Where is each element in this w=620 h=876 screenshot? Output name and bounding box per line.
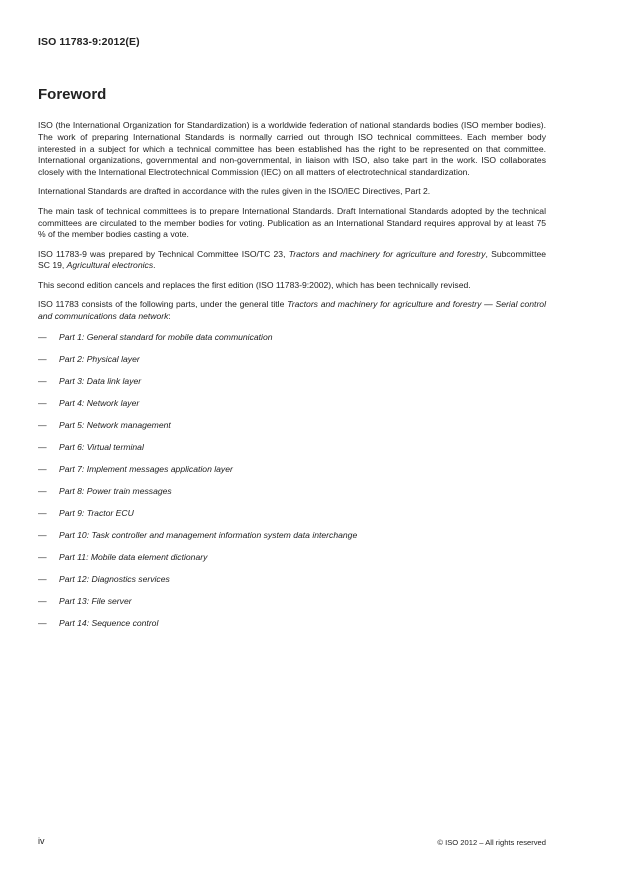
part-label: Part 2: Physical layer: [59, 353, 140, 364]
list-item: [38, 354, 546, 376]
parts-intro-text-2: :: [168, 310, 171, 321]
part-label: Part 7: Implement messages application layer: [59, 463, 233, 474]
part-label: Part 4: Network layer: [59, 397, 140, 408]
list-item: [38, 596, 546, 618]
list-item: [38, 574, 546, 596]
list-item: [38, 486, 546, 508]
list-dash: —: [38, 441, 47, 452]
copyright-notice: © ISO 2012 – All rights reserved: [437, 838, 546, 847]
list-dash: —: [38, 397, 47, 408]
part-label: Part 3: Data link layer: [59, 375, 142, 386]
part-label: Part 9: Tractor ECU: [59, 507, 134, 518]
part-label: Part 5: Network management: [59, 419, 171, 430]
page-number: iv: [38, 836, 45, 846]
list-dash: —: [38, 573, 47, 584]
prepared-by-text-1: ISO 11783-9 was prepared by Technical Committee ISO/TC 23,: [38, 248, 289, 259]
list-dash: —: [38, 529, 47, 540]
list-dash: —: [38, 331, 47, 342]
paragraph-directives: International Standards are drafted in accordance with the rules given in the ISO/IEC Directives, Part 2.: [38, 186, 431, 197]
foreword-body: [38, 120, 546, 640]
part-label: Part 14: Sequence control: [59, 617, 159, 628]
page-title: Foreword: [38, 86, 107, 103]
list-item: [38, 442, 546, 464]
document-id-header: ISO 11783-9:2012(E): [38, 36, 140, 48]
paragraph-main-task: The main task of technical committees is to prepare International Standards. Draft International Standards adopted by the technical committees are circulated to the member bodies for voting. Publication as an International Standard requires approval by at least 75 % of the member bodies casting a vote.: [38, 205, 546, 240]
list-dash: —: [38, 463, 47, 474]
part-label: Part 10: Task controller and management information system data interchange: [59, 529, 358, 540]
list-dash: —: [38, 617, 47, 628]
prepared-by-text-3: .: [153, 260, 156, 271]
list-item: [38, 618, 546, 640]
part-label: Part 12: Diagnostics services: [59, 573, 170, 584]
paragraph-parts-intro: [38, 299, 546, 323]
list-dash: —: [38, 595, 47, 606]
list-dash: —: [38, 375, 47, 386]
list-item: [38, 398, 546, 420]
paragraph-edition: This second edition cancels and replaces the first edition (ISO 11783-9:2002), which has been technically revised.: [38, 279, 471, 290]
paragraph-prepared-by: [38, 249, 546, 273]
part-label: Part 8: Power train messages: [59, 485, 172, 496]
paragraph-iso-overview: ISO (the International Organization for Standardization) is a worldwide federation of national standards bodies (ISO member bodies). The work of preparing International Standards is normally carried out through ISO technical committees. Each member body interested in a subject for which a technical committee has been established has the right to be represented on that committee. International organizations, governmental and non-governmental, in liaison with ISO, also take part in the work. ISO collaborates closely with the International Electrotechnical Commission (IEC) on all matters of electrotechnical standardization.: [38, 120, 546, 178]
list-item: [38, 332, 546, 354]
list-item: [38, 376, 546, 398]
list-dash: —: [38, 485, 47, 496]
list-item: [38, 464, 546, 486]
list-dash: —: [38, 507, 47, 518]
parts-list: [38, 332, 546, 640]
prepared-by-text-2: , Subcommittee SC 19,: [38, 248, 547, 271]
committee-title: Tractors and machinery for agriculture and forestry: [288, 248, 486, 259]
part-label: Part 11: Mobile data element dictionary: [59, 551, 208, 562]
general-title: Tractors and machinery for agriculture and forestry — Serial control and communications data network: [38, 299, 546, 321]
list-item: [38, 420, 546, 442]
list-dash: —: [38, 353, 47, 364]
list-item: [38, 530, 546, 552]
list-item: [38, 508, 546, 530]
list-item: [38, 552, 546, 574]
list-dash: —: [38, 551, 47, 562]
part-label: Part 6: Virtual terminal: [59, 441, 144, 452]
subcommittee-title: Agricultural electronics: [66, 260, 154, 271]
part-label: Part 1: General standard for mobile data communication: [59, 331, 273, 342]
part-label: Part 13: File server: [59, 595, 132, 606]
list-dash: —: [38, 419, 47, 430]
parts-intro-text-1: ISO 11783 consists of the following parts, under the general title: [38, 299, 288, 310]
